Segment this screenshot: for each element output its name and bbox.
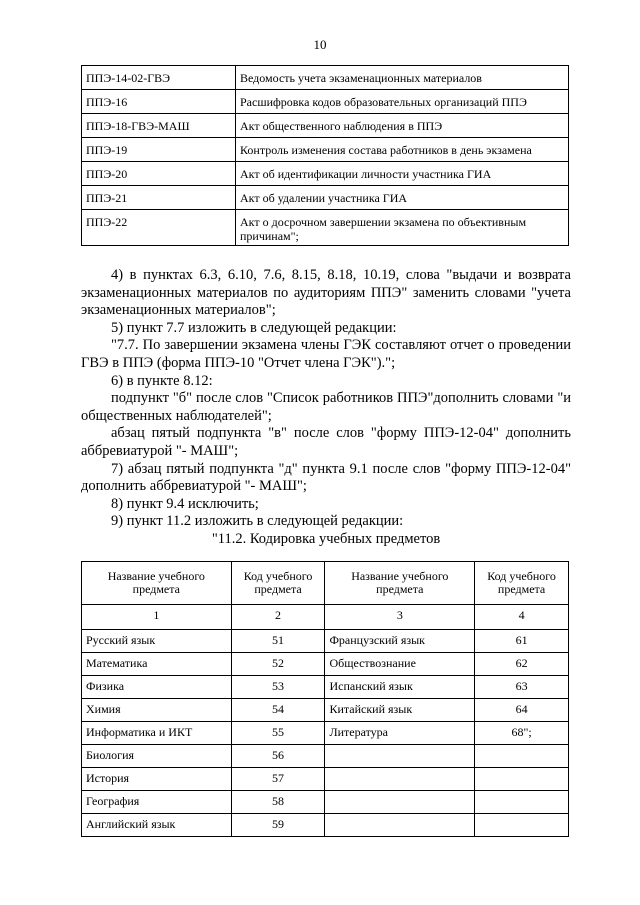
subject-name: Русский язык [82,630,232,653]
subject-code: 64 [475,699,569,722]
subject-code: 62 [475,653,569,676]
form-code: ППЭ-20 [82,162,236,186]
subject-name: Литература [325,722,475,745]
table-header-row [82,562,569,605]
form-code: ППЭ-14-02-ГВЭ [82,66,236,90]
subject-code: 55 [231,722,325,745]
table-row [82,66,569,90]
subject-code: 58 [231,791,325,814]
page-number: 10 [313,37,327,52]
column-index: 2 [231,605,325,630]
column-index: 1 [82,605,232,630]
form-title: Ведомость учета экзаменационных материалов [236,66,569,90]
subject-code [475,814,569,837]
subject-name: Китайский язык [325,699,475,722]
table-row [82,653,569,676]
form-title: Акт общественного наблюдения в ППЭ [236,114,569,138]
table-row [82,162,569,186]
subject-name [325,814,475,837]
paragraph: подпункт "б" после слов "Список работников ППЭ"дополнить словами "и общественных наблюдателей"; [81,390,571,424]
table-row [82,814,569,837]
subject-code: 51 [231,630,325,653]
subject-code: 68"; [475,722,569,745]
subject-code: 54 [231,699,325,722]
column-index: 3 [325,605,475,630]
subject-code: 56 [231,745,325,768]
subject-name: География [82,791,232,814]
subject-codes-table [81,561,569,837]
table-row [82,745,569,768]
paragraph: 8) пункт 9.4 исключить; [111,495,259,512]
subject-code: 61 [475,630,569,653]
form-title: Акт о досрочном завершении экзамена по объективным причинам"; [236,210,569,246]
subject-name: Информатика и ИКТ [82,722,232,745]
subject-name: Биология [82,745,232,768]
form-title: Расшифровка кодов образовательных организаций ППЭ [236,90,569,114]
table-row [82,630,569,653]
table-row [82,676,569,699]
subject-code [475,768,569,791]
table-row [82,114,569,138]
subject-name: Обществознание [325,653,475,676]
column-index-row [82,605,569,630]
paragraph: 5) пункт 7.7 изложить в следующей редакции: [111,319,397,336]
table-row [82,186,569,210]
subject-name: Физика [82,676,232,699]
subject-name [325,768,475,791]
column-index: 4 [475,605,569,630]
paragraph: 4) в пунктах 6.3, 6.10, 7.6, 8.15, 8.18, 10.19, слова "выдачи и возврата экзаменационных материалов по аудиториям ППЭ" заменить словами "учета экзаменационных материалов"; [81,267,571,319]
subject-code: 63 [475,676,569,699]
column-header: Код учебного предмета [231,562,325,605]
table-row [82,722,569,745]
table-row [82,210,569,246]
subject-name: Французский язык [325,630,475,653]
subject-name: Испанский язык [325,676,475,699]
form-code: ППЭ-18-ГВЭ-МАШ [82,114,236,138]
subject-name [325,745,475,768]
paragraph: абзац пятый подпункта "в" после слов "форму ППЭ-12-04" дополнить аббревиатурой "- МАШ"; [81,425,571,459]
form-code: ППЭ-22 [82,210,236,246]
forms-table [81,65,569,246]
form-title: Акт об идентификации личности участника ГИА [236,162,569,186]
subject-code: 52 [231,653,325,676]
paragraph: 9) пункт 11.2 изложить в следующей редакции: [111,513,404,530]
column-header: Код учебного предмета [475,562,569,605]
subject-name: Химия [82,699,232,722]
subject-code [475,791,569,814]
paragraph: 6) в пункте 8.12: [111,372,213,389]
column-header: Название учебного предмета [82,562,232,605]
column-header: Название учебного предмета [325,562,475,605]
form-title: Контроль изменения состава работников в день экзамена [236,138,569,162]
form-code: ППЭ-16 [82,90,236,114]
subject-name: Математика [82,653,232,676]
table-row [82,90,569,114]
paragraph: "7.7. По завершении экзамена члены ГЭК составляют отчет о проведении ГВЭ в ППЭ (форма ППЭ-10 "Отчет члена ГЭК")."; [81,337,571,371]
section-heading: "11.2. Кодировка учебных предметов [211,530,441,547]
table-row [82,699,569,722]
subject-name [325,791,475,814]
subject-code [475,745,569,768]
form-code: ППЭ-19 [82,138,236,162]
subject-name: Английский язык [82,814,232,837]
subject-code: 57 [231,768,325,791]
paragraph: 7) абзац пятый подпункта "д" пункта 9.1 после слов "форму ППЭ-12-04" дополнить аббревиатурой "- МАШ"; [81,460,571,495]
table-row [82,138,569,162]
subject-code: 53 [231,676,325,699]
form-title: Акт об удалении участника ГИА [236,186,569,210]
amendment-text [81,267,571,549]
table-row [82,791,569,814]
table-row [82,768,569,791]
form-code: ППЭ-21 [82,186,236,210]
subject-name: История [82,768,232,791]
subject-code: 59 [231,814,325,837]
